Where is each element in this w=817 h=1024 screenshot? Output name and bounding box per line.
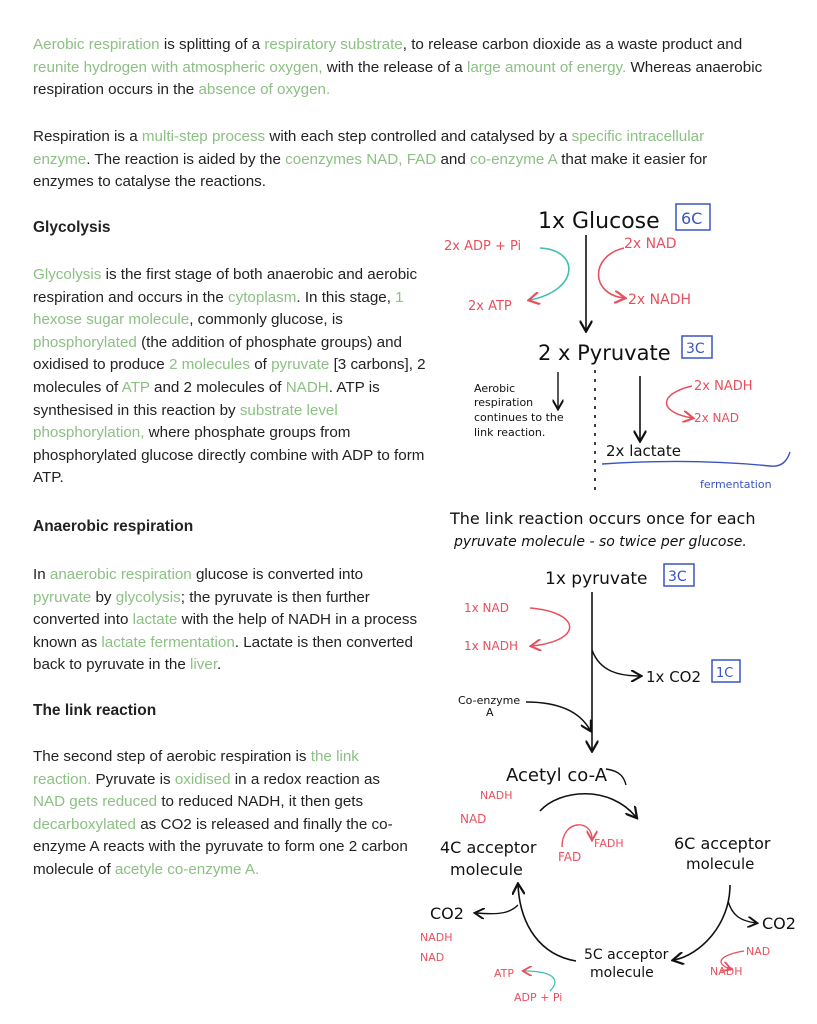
highlighted-term: absence of oxygen. — [198, 81, 331, 99]
aerobic-note-3: continues to the — [474, 411, 564, 424]
text-run: with the help of NADH in a process known as — [33, 611, 418, 651]
text-run: , to release carbon dioxide as a waste product and — [402, 36, 743, 53]
nadh-label: 2x NADH — [628, 292, 691, 308]
heading-anaerobic: Anaerobic respiration — [33, 518, 194, 535]
krebs-adp-label: ADP + Pi — [514, 991, 563, 1004]
atp-label: 2x ATP — [468, 299, 512, 314]
cycle-right-arc — [674, 885, 730, 960]
link-co2-arrow — [592, 650, 640, 676]
highlighted-term: substrate level phosphorylation, — [33, 401, 338, 442]
highlighted-term: co-enzyme A — [470, 150, 557, 168]
intro-paragraph-1 — [33, 34, 783, 102]
text-run: and — [436, 150, 471, 168]
text-run: Pyruvate is — [91, 770, 175, 788]
highlighted-term: pyruvate — [33, 588, 92, 606]
acceptor-6c-line-1: 6C acceptor — [674, 834, 771, 853]
nad-label: 2x NAD — [624, 236, 677, 252]
text-run: The second step of aerobic respiration is — [33, 748, 311, 765]
acceptor-4c-line-1: 4C acceptor — [440, 838, 537, 857]
link-nad-label: 1x NAD — [464, 601, 509, 615]
highlighted-term: reunite hydrogen with atmospheric oxygen, — [33, 58, 323, 76]
adp-label: 2x ADP + Pi — [444, 239, 522, 254]
text-run: (the addition of phosphate groups) and oxidised to produce — [33, 333, 402, 374]
cycle-top-arc — [540, 794, 636, 817]
text-run: and 2 molecules of — [149, 378, 286, 396]
text-run: ; the pyruvate is then further converted into — [33, 588, 370, 629]
aerobic-note-4: link reaction. — [474, 426, 546, 439]
co2-right-arrow — [728, 901, 756, 923]
adp-to-atp-krebs-arrow — [524, 971, 555, 991]
link-nad-to-nadh-arrow — [530, 608, 570, 646]
pyruvate-label: 2 x Pyruvate — [538, 341, 671, 365]
krebs-nad-right-label: NAD — [746, 945, 771, 958]
text-run: by — [91, 588, 116, 606]
text-run: , commonly glucose, is — [189, 311, 343, 329]
krebs-co2-right-label: CO2 — [762, 914, 796, 933]
text-run: glucose is converted into — [191, 566, 364, 583]
co2-left-arrow — [476, 905, 518, 914]
acceptor-6c-line-2: molecule — [686, 855, 755, 873]
highlighted-term: 1 hexose sugar molecule — [33, 288, 404, 329]
heading-glycolysis: Glycolysis — [33, 219, 111, 236]
highlighted-term: oxidised — [174, 770, 231, 788]
text-run: In — [33, 566, 50, 583]
lactate-nadh-label: 2x NADH — [694, 379, 753, 394]
krebs-nadh-left-label: NADH — [420, 931, 453, 944]
highlighted-term: Aerobic respiration — [33, 36, 160, 53]
highlighted-term: 2 molecules — [168, 356, 250, 374]
text-run: that make it easier for enzymes to catalyse the reactions. — [33, 150, 708, 191]
text-run: . In this stage, — [296, 288, 396, 306]
anaerobic-paragraph — [33, 564, 425, 677]
highlighted-term: pyruvate — [271, 356, 330, 374]
highlighted-term: multi-step process — [141, 128, 266, 145]
acceptor-5c-line-1: 5C acceptor — [584, 947, 669, 963]
text-run: . Lactate is then converted back to pyruvate in the — [33, 633, 413, 674]
nad-to-nadh-arrow — [599, 248, 625, 298]
krebs-atp-label: ATP — [494, 967, 515, 980]
text-run: . — [217, 656, 222, 674]
highlighted-term: respiratory substrate — [264, 36, 403, 53]
aerobic-note-1: Aerobic — [474, 382, 516, 395]
fermentation-cut-label: fermentation — [700, 478, 772, 490]
lactate-label: 2x lactate — [606, 442, 681, 460]
acetyl-coa-label: Acetyl co-A — [506, 765, 608, 786]
text-run: . The reaction is aided by the — [86, 150, 286, 168]
text-run: in a redox reaction as — [230, 770, 380, 788]
highlighted-term: glycolysis — [115, 588, 181, 606]
text-run: with the release of a — [322, 58, 467, 76]
krebs-cycle-diagram — [410, 755, 810, 1015]
link-pyruvate-carbon-label: 3C — [668, 569, 687, 585]
text-run: to reduced NADH, it then gets — [157, 793, 364, 811]
coenzyme-arrow — [526, 702, 590, 730]
highlighted-term: large amount of energy. — [466, 58, 627, 76]
glycolysis-diagram — [430, 190, 810, 490]
nadh-to-nad-arrow — [667, 386, 693, 418]
krebs-nad-left-label: NAD — [420, 951, 445, 964]
pyruvate-carbon-label: 3C — [686, 341, 705, 357]
text-run: Whereas anaerobic respiration occurs in the — [33, 58, 763, 99]
highlighted-term: coenzymes NAD, FAD — [285, 150, 437, 168]
glucose-label: 1x Glucose — [538, 209, 660, 234]
highlighted-term: cytoplasm — [228, 288, 297, 306]
link-co2-carbon-label: 1C — [716, 666, 734, 681]
text-run: [3 carbons], 2 molecules of — [33, 356, 426, 396]
krebs-fadh-label: FADH — [594, 837, 624, 850]
highlighted-term: Glycolysis — [33, 266, 102, 283]
highlighted-term: NAD gets reduced — [33, 793, 158, 811]
link-pyruvate-label: 1x pyruvate — [545, 569, 648, 589]
krebs-nadh-top-label: NADH — [480, 789, 513, 802]
cycle-bottom-arc — [518, 885, 576, 961]
link-reaction-diagram — [440, 500, 810, 755]
acceptor-4c-line-2: molecule — [450, 860, 523, 879]
krebs-nad-top-label: NAD — [460, 812, 487, 826]
fad-to-fadh-arrow — [562, 825, 592, 847]
highlighted-term: lactate — [132, 611, 178, 629]
text-run: with each step controlled and catalysed by a — [265, 128, 572, 145]
highlighted-term: liver — [190, 656, 218, 674]
link-reaction-paragraph — [33, 746, 408, 882]
krebs-nadh-right-label: NADH — [710, 965, 743, 978]
heading-link-reaction: The link reaction — [33, 702, 157, 719]
lactate-nad-label: 2x NAD — [694, 411, 739, 425]
krebs-co2-left-label: CO2 — [430, 904, 464, 923]
link-co2-label: 1x CO2 — [646, 668, 702, 686]
highlighted-term: lactate fermentation — [101, 633, 235, 651]
coenzyme-label-1: Co-enzyme — [458, 694, 521, 707]
highlighted-term: ATP — [121, 378, 150, 396]
highlighted-term: specific intracellular enzyme — [33, 128, 705, 168]
intro-paragraph-2 — [33, 126, 753, 194]
acetyl-in-arrow — [606, 769, 626, 785]
highlighted-term: anaerobic respiration — [49, 566, 192, 583]
text-run: is the first stage of both anaerobic and aerobic respiration and occurs in the — [33, 266, 418, 306]
link-nadh-label: 1x NADH — [464, 639, 518, 653]
text-run: . ATP is synthesised in this reaction by — [33, 378, 380, 419]
coenzyme-label-2: A — [486, 706, 494, 719]
glucose-carbon-label: 6C — [681, 209, 703, 228]
link-title-line-2: pyruvate molecule - so twice per glucose. — [454, 534, 747, 550]
text-run: Respiration is a — [33, 128, 142, 145]
glycolysis-paragraph — [33, 264, 428, 490]
text-run: where phosphate groups from phosphorylated glucose directly combine with ADP to form ATP. — [33, 424, 425, 487]
link-title-line-1: The link reaction occurs once for each — [450, 509, 756, 528]
aerobic-note-2: respiration — [474, 396, 534, 409]
highlighted-term: phosphorylated — [33, 333, 137, 351]
highlighted-term: decarboxylated — [33, 815, 137, 833]
acceptor-5c-line-2: molecule — [590, 965, 654, 981]
text-run: of — [249, 356, 272, 374]
adp-to-atp-arrow — [530, 248, 569, 300]
krebs-fad-label: FAD — [558, 850, 582, 864]
highlighted-term: the link reaction. — [33, 748, 359, 788]
highlighted-term: NADH — [285, 378, 329, 396]
text-run: is splitting of a — [159, 36, 265, 53]
text-run: as CO2 is released and finally the co-enzyme A reacts with the pyruvate to form one 2 carbon molecule of — [33, 815, 408, 878]
highlighted-term: acetyle co-enzyme A. — [114, 860, 260, 878]
